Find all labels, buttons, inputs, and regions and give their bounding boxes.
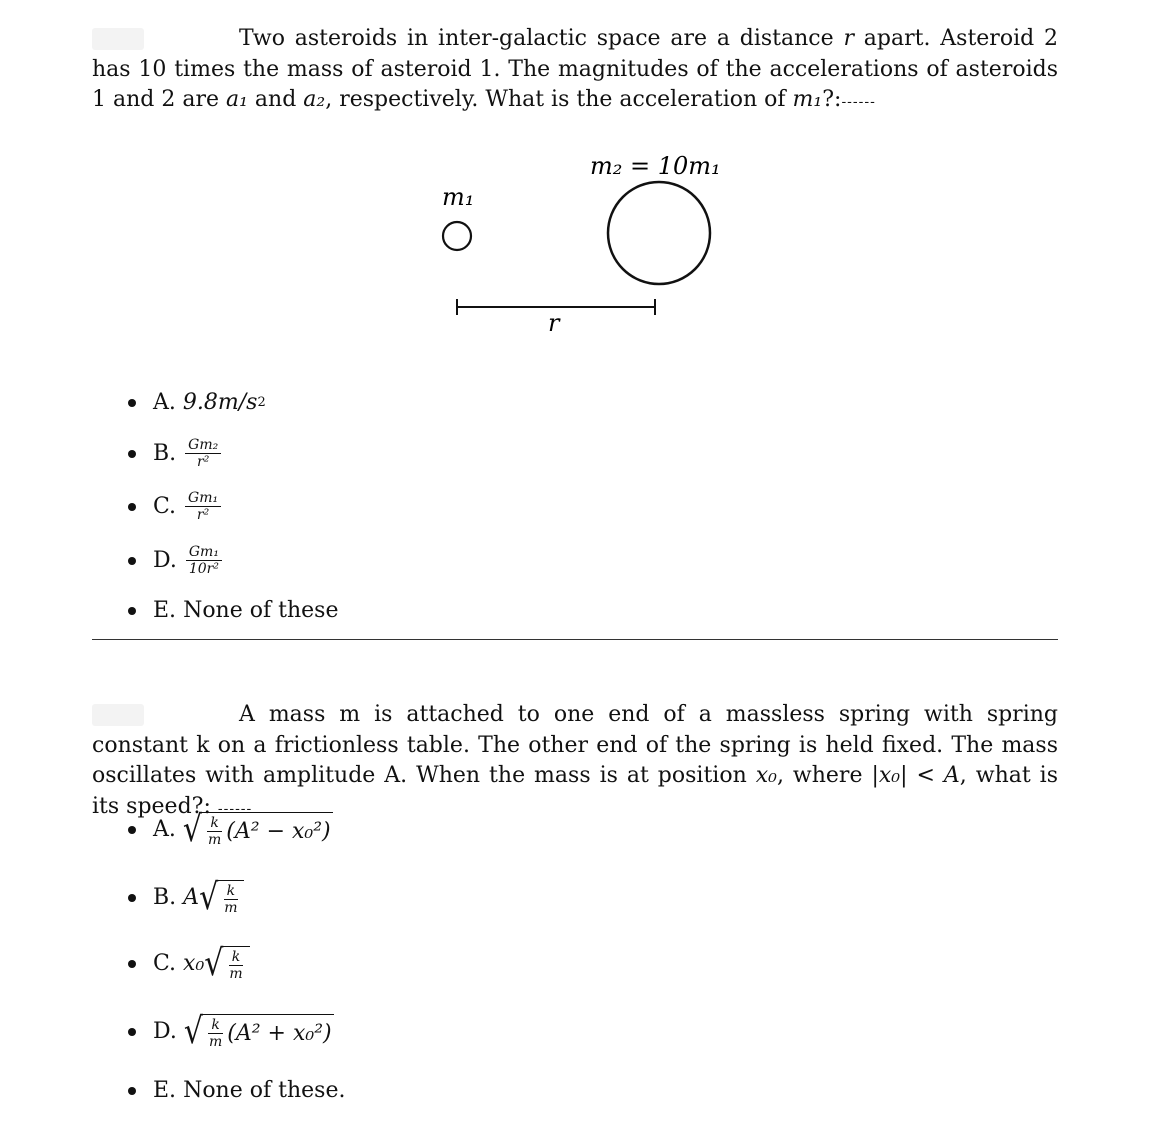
q2-option-a[interactable]: A. √ $\frac{k}{m}$ (A² − x₀²) (128, 812, 333, 847)
square-root: √ $\frac{k}{m}$ (204, 946, 249, 981)
bullet (128, 1028, 136, 1036)
bullet (128, 607, 136, 615)
q1-option-a[interactable]: A. 9.8m/s 2 (128, 390, 266, 415)
q1-option-c[interactable]: C. $\frac{\text{Gm₁}}{\text{r²}}$ (128, 491, 223, 522)
q1-option-b[interactable]: B. $\frac{\text{Gm₂}}{\text{r²}}$ (128, 438, 223, 469)
bullet (128, 894, 136, 902)
fraction: $\frac{\text{Gm₁}}{\text{r²}}$ (185, 491, 221, 522)
fraction: $\frac{\text{Gm₁}}{\text{10r²}}$ (186, 545, 222, 576)
asteroid-diagram (0, 0, 1167, 360)
square-root: √ $\frac{k}{m}$ (199, 880, 244, 915)
question2-text: A mass m is attached to one end of a massless spring with spring constant k on a frictionless table. The other end of the spring is held fixed. The mass oscillates with amplitude A. When the mass is at position x₀, where |x₀| < A, what is its speed?: ------ (92, 702, 1058, 819)
q2-option-e[interactable]: E. None of these. (128, 1078, 345, 1103)
bullet (128, 503, 136, 511)
bullet (128, 557, 136, 565)
q2-option-c[interactable]: C. x₀ √ $\frac{k}{m}$ (128, 946, 250, 981)
bullet (128, 960, 136, 968)
q1-option-e[interactable]: E. None of these (128, 598, 338, 623)
question2-number-redacted (92, 704, 144, 726)
diagram-label-m2: m₂ = 10m₁ (590, 152, 721, 180)
answer-blank-2[interactable]: ------ (217, 800, 253, 817)
bullet (128, 450, 136, 458)
square-root: √ $\frac{k}{m}$ (A² + x₀²) (183, 1009, 332, 1052)
bullet (128, 1087, 136, 1095)
asteroid-1-circle (443, 222, 471, 250)
fraction: $\frac{\text{Gm₂}}{\text{r²}}$ (185, 438, 221, 469)
asteroid-2-circle (608, 182, 710, 284)
diagram-label-m1: m₁ (442, 183, 475, 211)
q2-option-d[interactable]: D. √ $\frac{k}{m}$ (A² + x₀²) (128, 1014, 334, 1049)
square-root: √ $\frac{k}{m}$ (A² − x₀²) (182, 807, 331, 850)
q1-option-d[interactable]: D. $\frac{\text{Gm₁}}{\text{10r²}}$ (128, 545, 224, 576)
q2-option-b[interactable]: B. A √ $\frac{k}{m}$ (128, 880, 244, 915)
bullet (128, 399, 136, 407)
answer-blank-1[interactable]: ------ (841, 94, 876, 110)
question-divider (92, 639, 1058, 640)
diagram-label-r: r (548, 309, 560, 337)
bullet (128, 826, 136, 834)
question1-text: Two asteroids in inter-galactic space are a distance r apart. Asteroid 2 has 10 times the mass of asteroid 1. The magnitudes of the accelerations of asteroids 1 and 2 are a₁ and a₂, respectively. What is the acceleration of m₁?:------ (92, 26, 1058, 112)
